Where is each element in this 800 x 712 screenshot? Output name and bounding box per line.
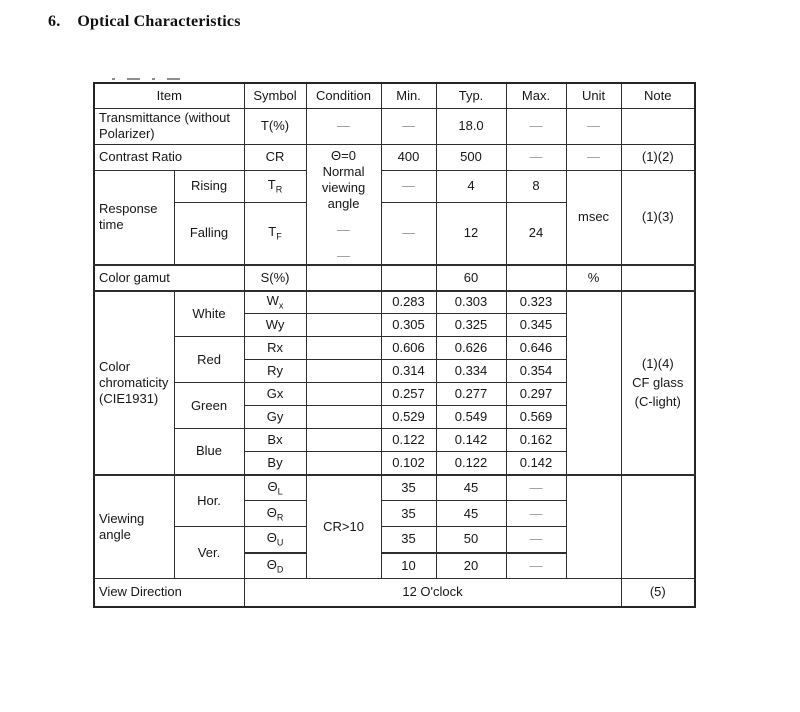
sub-item-label: Falling [174,203,244,265]
max-cell: 24 [506,203,566,265]
condition-cell [306,383,381,406]
table-header-row [94,83,695,108]
min-cell: 400 [381,144,436,170]
min-cell: 35 [381,501,436,527]
symbol-cell: $T_R$ [244,170,306,203]
item-label: View Direction [94,579,244,607]
condition-cell: CR>10 [306,475,381,579]
column-header: Symbol [244,83,306,108]
symbol-cell: By [244,452,306,475]
section-number: 6. [48,13,61,30]
max-cell: 0.162 [506,429,566,452]
typ-cell: 20 [436,553,506,579]
unit-cell [566,291,621,475]
row-contrast-ratio [94,144,695,170]
min-cell: — [381,170,436,203]
typ-cell: 0.303 [436,291,506,314]
section-heading [48,13,241,31]
condition-cell [306,452,381,475]
item-label: Color chromaticity (CIE1931) [94,291,174,475]
note-cell: (1)(2) [621,144,695,170]
max-cell: 0.323 [506,291,566,314]
condition-cell [306,406,381,429]
symbol-subscript: U [276,538,284,549]
symbol-cell: Wy [244,314,306,337]
min-cell: 0.529 [381,406,436,429]
symbol-cell: $\Theta_U$ [244,527,306,553]
condition-cell: — [306,108,381,144]
cell-line: — [337,221,351,237]
typ-cell: 0.549 [436,406,506,429]
note-cell [621,475,695,579]
item-label: Response time [94,170,174,265]
column-header: Max. [506,83,566,108]
sub-item-label: Green [174,383,244,429]
unit-cell: msec [566,170,621,265]
row-response-rising [94,170,695,203]
column-header: Condition [306,83,381,108]
symbol-subscript: D [276,564,284,575]
unit-cell: — [566,144,621,170]
typ-cell: 0.626 [436,337,506,360]
min-cell: 0.283 [381,291,436,314]
typ-cell: 0.334 [436,360,506,383]
scan-artifact-marks [112,70,192,74]
note-cell: (5) [621,579,695,607]
max-cell: — [506,144,566,170]
max-cell: — [506,108,566,144]
symbol-cell: Ry [244,360,306,383]
column-header: Unit [566,83,621,108]
max-cell: — [506,527,566,553]
symbol-cell: Gx [244,383,306,406]
typ-cell: 18.0 [436,108,506,144]
condition-cell [306,360,381,383]
row-view-direction [94,579,695,607]
symbol-cell: S(%) [244,265,306,291]
optical-characteristics-table [93,82,696,608]
symbol-subscript: R [276,512,284,523]
row-color-gamut [94,265,695,291]
sub-item-label: Red [174,337,244,383]
note-cell [621,265,695,291]
item-label: Transmittance (without Polarizer) [94,108,244,144]
item-label: Contrast Ratio [94,144,244,170]
symbol-cell: Bx [244,429,306,452]
typ-cell: 45 [436,475,506,501]
min-cell: 0.122 [381,429,436,452]
max-cell: 0.142 [506,452,566,475]
max-cell: 8 [506,170,566,203]
typ-cell: 500 [436,144,506,170]
symbol-cell: $W_x$ [244,291,306,314]
min-cell: 0.257 [381,383,436,406]
min-cell: 35 [381,475,436,501]
item-label: Viewing angle [94,475,174,579]
typ-cell: 0.325 [436,314,506,337]
max-cell [506,265,566,291]
item-label: Color gamut [94,265,244,291]
symbol-cell: $\Theta_L$ [244,475,306,501]
typ-cell: 45 [436,501,506,527]
cell-line: (C-light) [634,394,681,409]
max-cell: 0.354 [506,360,566,383]
row-viewing-angle-left [94,475,695,501]
max-cell: 0.569 [506,406,566,429]
min-cell: 10 [381,553,436,579]
condition-cell [306,265,381,291]
symbol-cell: Gy [244,406,306,429]
symbol-subscript: x [278,301,284,312]
condition-cell [306,337,381,360]
typ-cell: 0.277 [436,383,506,406]
symbol-cell: CR [244,144,306,170]
value-cell: 12 O'clock [244,579,621,607]
min-cell: 0.102 [381,452,436,475]
unit-cell: — [566,108,621,144]
unit-cell: % [566,265,621,291]
row-chroma-white-x [94,291,695,314]
typ-cell: 0.142 [436,429,506,452]
symbol-cell: $T_F$ [244,203,306,265]
min-cell: 35 [381,527,436,553]
sub-item-label: Hor. [174,475,244,527]
max-cell: 0.297 [506,383,566,406]
cell-line: Normal viewing angle [321,163,366,211]
symbol-cell: $\Theta_D$ [244,553,306,579]
cell-line: CF glass [632,375,684,390]
sub-item-label: Ver. [174,527,244,579]
max-cell: 0.646 [506,337,566,360]
column-header: Min. [381,83,436,108]
symbol-subscript: R [275,185,283,196]
symbol-cell: T(%) [244,108,306,144]
sub-item-label: Blue [174,429,244,475]
min-cell: 0.305 [381,314,436,337]
section-title: Optical Characteristics [77,13,241,30]
symbol-cell: $\Theta_R$ [244,501,306,527]
max-cell: — [506,553,566,579]
column-header: Item [94,83,244,108]
symbol-cell: Rx [244,337,306,360]
note-cell: (1)(3) [621,170,695,265]
condition-cell [306,429,381,452]
typ-cell: 60 [436,265,506,291]
typ-cell: 4 [436,170,506,203]
max-cell: — [506,501,566,527]
sub-item-label: White [174,291,244,337]
max-cell: 0.345 [506,314,566,337]
min-cell [381,265,436,291]
min-cell: — [381,108,436,144]
note-cell [621,108,695,144]
min-cell: 0.314 [381,360,436,383]
max-cell: — [506,475,566,501]
symbol-subscript: L [277,486,283,497]
column-header: Typ. [436,83,506,108]
min-cell: 0.606 [381,337,436,360]
unit-cell [566,475,621,579]
typ-cell: 0.122 [436,452,506,475]
cell-line: (1)(4) [641,356,674,371]
condition-cell [306,144,381,265]
symbol-subscript: F [276,232,282,243]
typ-cell: 12 [436,203,506,265]
typ-cell: 50 [436,527,506,553]
cell-line: — [337,247,351,263]
column-header: Note [621,83,695,108]
condition-cell [306,291,381,314]
sub-item-label: Rising [174,170,244,203]
condition-cell [306,314,381,337]
cell-line: Θ=0 [331,147,356,163]
min-cell: — [381,203,436,265]
note-cell [621,291,695,475]
row-transmittance [94,108,695,144]
